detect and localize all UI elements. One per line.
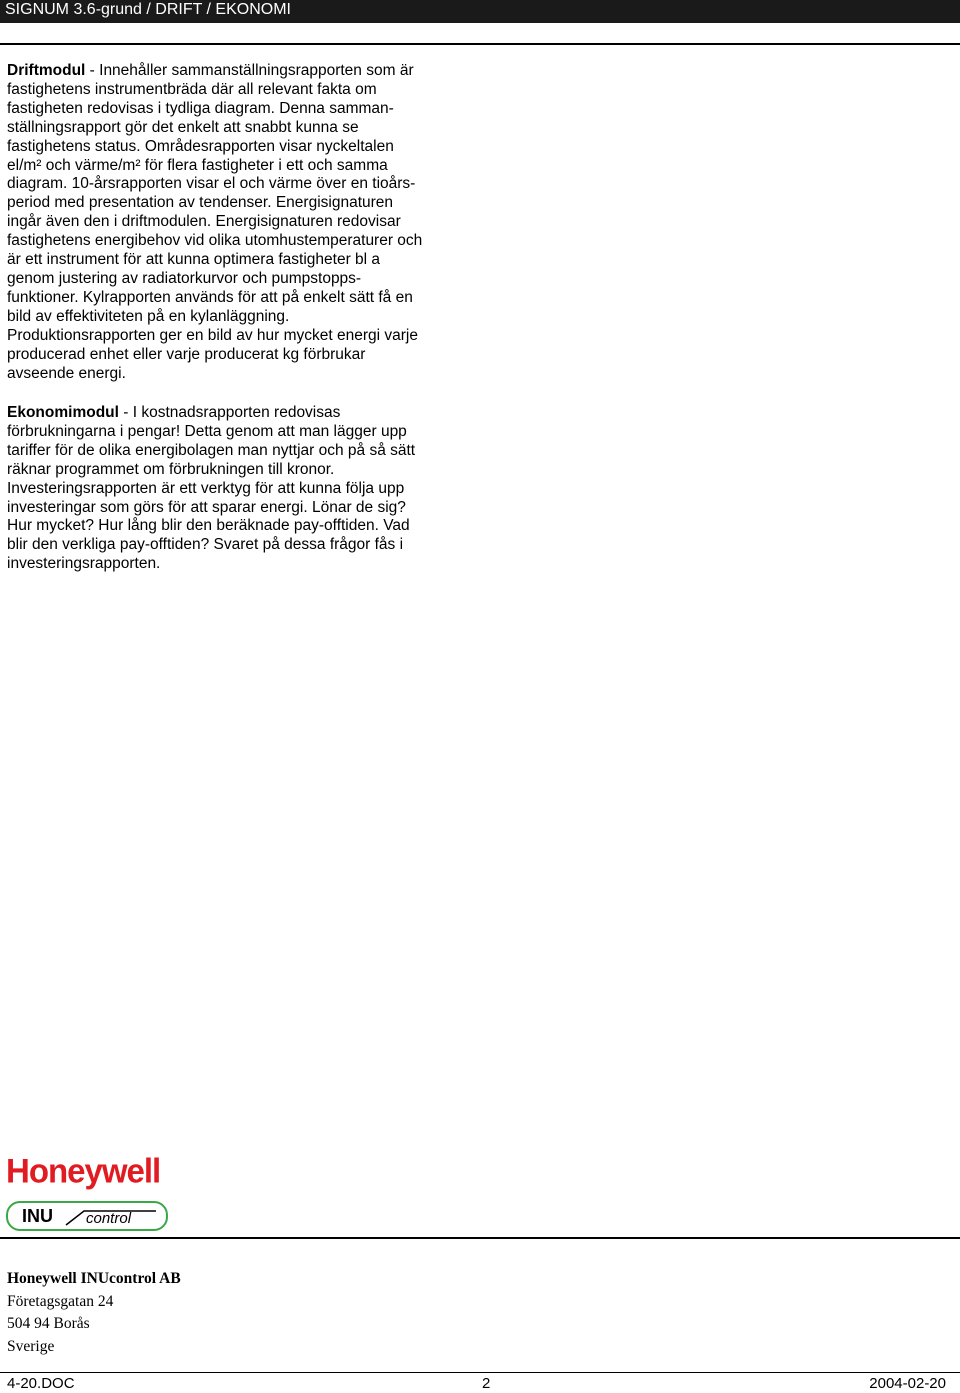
driftmodul-line: bild av effektiviteten på en kylanläggning. <box>7 307 290 325</box>
driftmodul-line: fastigheten redovisas i tydliga diagram. Denna samman- <box>7 99 394 117</box>
footer-doc-name: 4-20.DOC <box>7 1375 75 1392</box>
ekonomimodul-line-0 <box>7 404 477 423</box>
driftmodul-line: el/m² och värme/m² för flera fastigheter i ett och samma <box>7 156 388 174</box>
driftmodul-line: fastighetens energibehov vid olika utomhustemperaturer och <box>7 232 423 250</box>
driftmodul-line: fastighetens instrumentbräda där all relevant fakta om <box>7 80 377 98</box>
ekonomimodul-heading: Ekonomimodul <box>7 404 119 421</box>
ekonomimodul-line: blir den verkliga pay-offtiden? Svaret på dessa frågor fås i <box>7 536 404 554</box>
footer-divider <box>0 1237 960 1239</box>
driftmodul-heading: Driftmodul <box>7 62 86 79</box>
ekonomimodul-section <box>7 404 477 574</box>
ekonomimodul-line: investeringsrapporten. <box>7 555 161 573</box>
driftmodul-line: funktioner. Kylrapporten används för att på enkelt sätt få en <box>7 288 413 306</box>
driftmodul-line: avseende energi. <box>7 364 126 382</box>
address-street: Företagsgatan 24 <box>7 1292 114 1310</box>
ekonomimodul-line: Investeringsrapporten är ett verktyg för att kunna följa upp <box>7 479 405 497</box>
driftmodul-line: ingår även den i driftmodulen. Energisignaturen redovisar <box>7 213 401 231</box>
driftmodul-line: ställningsrapport gör det enkelt att snabbt kunna se <box>7 118 359 136</box>
inu-logo-text: INU <box>22 1206 53 1226</box>
header-divider <box>0 23 960 45</box>
driftmodul-line: period med presentation av tendenser. Energisignaturen <box>7 194 394 212</box>
document-header-title: SIGNUM 3.6-grund / DRIFT / EKONOMI <box>5 1 291 18</box>
header-bar <box>0 0 960 23</box>
ekonomimodul-line: investeringar som görs för att sparar energi. Lönar de sig? <box>7 498 406 516</box>
driftmodul-line: är ett instrument för att kunna optimera fastigheter bl a <box>7 251 381 269</box>
bottom-divider <box>0 1372 960 1373</box>
driftmodul-line: producerad enhet eller varje producerat kg förbrukar <box>7 345 366 363</box>
address-postal: 504 94 Borås <box>7 1315 90 1333</box>
footer-date: 2004-02-20 <box>869 1375 946 1392</box>
footer-page-number: 2 <box>482 1375 491 1392</box>
driftmodul-line: fastighetens status. Områdesrapporten visar nyckeltalen <box>7 137 394 155</box>
driftmodul-section <box>7 62 477 383</box>
honeywell-logo: Honeywell <box>6 1151 161 1190</box>
ekonomimodul-line: räknar programmet om förbrukningen till kronor. <box>7 460 335 478</box>
ekonomimodul-lead: - I kostnadsrapporten redovisas <box>118 404 341 421</box>
address-company: Honeywell INUcontrol AB <box>7 1270 181 1287</box>
ekonomimodul-line: förbrukningarna i pengar! Detta genom att man lägger upp <box>7 422 407 440</box>
driftmodul-lead: - Innehåller sammanställningsrapporten som är <box>85 62 414 79</box>
control-logo-text: control <box>86 1210 132 1227</box>
driftmodul-line: diagram. 10-årsrapporten visar el och värme över en tioårs- <box>7 175 416 193</box>
company-address <box>7 1268 181 1359</box>
inucontrol-logo <box>6 1201 168 1231</box>
address-country: Sverige <box>7 1338 55 1356</box>
driftmodul-line: genom justering av radiatorkurvor och pumpstopps- <box>7 269 362 287</box>
driftmodul-line-0 <box>7 62 477 81</box>
driftmodul-line: Produktionsrapporten ger en bild av hur mycket energi varje <box>7 326 418 344</box>
ekonomimodul-line: tariffer för de olika energibolagen man nyttjar och på så sätt <box>7 441 416 459</box>
ekonomimodul-line: Hur mycket? Hur lång blir den beräknade pay-offtiden. Vad <box>7 517 410 535</box>
